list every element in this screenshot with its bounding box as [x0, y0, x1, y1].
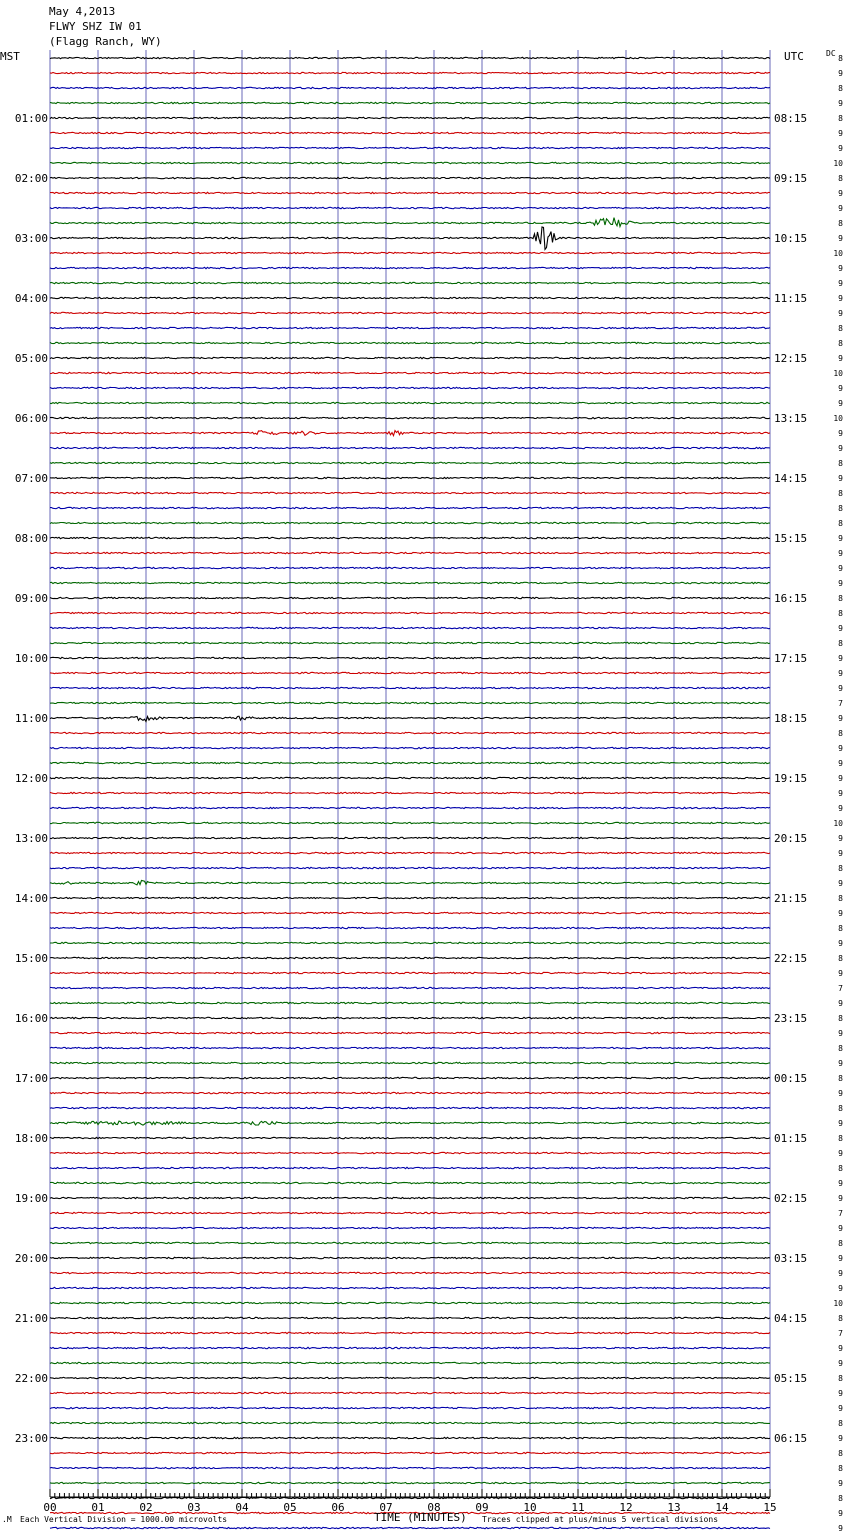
dc-offset-label: 9	[838, 474, 843, 483]
dc-offset-label: 8	[838, 609, 843, 618]
utc-hour-label: 05:15	[774, 1372, 808, 1385]
dc-offset-label: 9	[838, 1344, 843, 1353]
seismic-trace	[50, 1302, 770, 1303]
dc-offset-label: 9	[838, 1269, 843, 1278]
dc-offset-label: 9	[838, 384, 843, 393]
dc-offset-label: 9	[838, 294, 843, 303]
seismic-trace	[50, 627, 770, 628]
dc-offset-label: 7	[838, 1329, 843, 1338]
dc-offset-label: 8	[838, 894, 843, 903]
utc-hour-label: 21:15	[774, 892, 808, 905]
mst-hour-label: 11:00	[14, 712, 48, 725]
seismic-trace	[50, 327, 770, 328]
utc-hour-label: 16:15	[774, 592, 808, 605]
mst-hour-label: 13:00	[14, 832, 48, 845]
x-tick-label: 06	[331, 1501, 345, 1514]
dc-offset-label: 8	[838, 54, 843, 63]
dc-offset-label: 9	[838, 234, 843, 243]
dc-offset-label: 8	[838, 954, 843, 963]
seismic-trace	[50, 672, 770, 673]
dc-offset-label: 9	[838, 834, 843, 843]
dc-offset-label: 9	[838, 849, 843, 858]
seismic-trace	[50, 747, 770, 748]
dc-offset-label: 9	[838, 129, 843, 138]
seismic-trace	[50, 807, 770, 808]
seismic-trace	[50, 1317, 770, 1318]
seismic-trace	[50, 912, 770, 913]
seismic-trace	[50, 1272, 770, 1273]
seismic-trace	[50, 402, 770, 403]
utc-hour-label: 19:15	[774, 772, 808, 785]
seismic-trace	[50, 612, 770, 613]
dc-label: DC	[826, 49, 836, 58]
mst-hour-label: 17:00	[14, 1072, 48, 1085]
utc-hour-label: 06:15	[774, 1432, 808, 1445]
utc-hour-label: 20:15	[774, 832, 808, 845]
seismic-trace	[50, 1167, 770, 1168]
dc-offset-label: 9	[838, 999, 843, 1008]
seismic-trace	[50, 1032, 770, 1033]
mst-hour-label: 15:00	[14, 952, 48, 965]
utc-hour-label: 23:15	[774, 1012, 808, 1025]
utc-hour-label: 15:15	[774, 532, 808, 545]
utc-hour-label: 01:15	[774, 1132, 808, 1145]
seismic-trace	[50, 1452, 770, 1453]
x-tick-label: 14	[715, 1501, 729, 1514]
seismic-trace	[50, 1092, 770, 1093]
seismic-trace	[50, 102, 770, 103]
mst-hour-label: 20:00	[14, 1252, 48, 1265]
mst-hour-label: 01:00	[14, 112, 48, 125]
footer-scale-note: Each Vertical Division = 1000.00 microvolts	[20, 1515, 228, 1524]
seismic-trace	[50, 867, 770, 868]
x-tick-label: 15	[763, 1501, 777, 1514]
dc-offset-label: 8	[838, 459, 843, 468]
seismic-trace	[50, 1107, 770, 1108]
footer-corner-mark: .M	[2, 1515, 12, 1524]
utc-hour-label: 04:15	[774, 1312, 808, 1325]
dc-offset-label: 9	[838, 444, 843, 453]
seismic-trace	[50, 162, 770, 163]
seismic-trace	[50, 1422, 770, 1423]
dc-offset-label: 9	[838, 939, 843, 948]
dc-offset-label: 9	[838, 399, 843, 408]
dc-offset-label: 9	[838, 804, 843, 813]
dc-offset-label: 8	[838, 489, 843, 498]
utc-hour-label: 12:15	[774, 352, 808, 365]
mst-hour-label: 12:00	[14, 772, 48, 785]
seismic-trace	[50, 207, 770, 208]
dc-offset-label: 9	[838, 279, 843, 288]
seismic-trace	[50, 1121, 770, 1125]
header-date: May 4,2013	[49, 5, 116, 18]
seismic-trace	[50, 822, 770, 823]
dc-offset-label: 9	[838, 1404, 843, 1413]
x-tick-label: 10	[523, 1501, 537, 1514]
dc-offset-label: 9	[838, 1389, 843, 1398]
dc-offset-label: 9	[838, 1509, 843, 1518]
dc-offset-label: 9	[838, 264, 843, 273]
dc-offset-label: 8	[838, 519, 843, 528]
x-tick-label: 09	[475, 1501, 489, 1514]
seismic-trace	[50, 942, 770, 943]
mst-hour-label: 08:00	[14, 532, 48, 545]
x-tick-label: 08	[427, 1501, 441, 1514]
dc-offset-label: 8	[838, 594, 843, 603]
seismic-trace	[50, 1482, 770, 1483]
dc-offset-label: 9	[838, 624, 843, 633]
dc-offset-label: 9	[838, 564, 843, 573]
seismic-trace	[50, 507, 770, 508]
seismic-trace	[50, 72, 770, 73]
dc-offset-label: 8	[838, 1104, 843, 1113]
dc-offset-label: 8	[838, 1044, 843, 1053]
seismic-trace	[50, 687, 770, 688]
seismic-trace	[50, 282, 770, 283]
dc-offset-label: 8	[838, 1014, 843, 1023]
seismic-trace	[50, 1242, 770, 1243]
seismic-trace	[50, 597, 770, 598]
seismic-trace	[50, 552, 770, 553]
seismic-trace	[50, 1077, 770, 1078]
seismic-trace	[50, 732, 770, 733]
dc-offset-label: 9	[838, 774, 843, 783]
x-tick-label: 01	[91, 1501, 105, 1514]
seismic-trace	[50, 1227, 770, 1228]
seismic-trace	[50, 716, 770, 721]
seismic-trace	[50, 1197, 770, 1198]
dc-offset-label: 8	[838, 1374, 843, 1383]
mst-hour-label: 22:00	[14, 1372, 48, 1385]
x-axis-label: TIME (MINUTES)	[374, 1511, 467, 1524]
mst-hour-label: 06:00	[14, 412, 48, 425]
seismic-trace	[50, 1377, 770, 1378]
dc-offset-label: 9	[838, 354, 843, 363]
seismic-trace	[50, 1287, 770, 1288]
utc-hour-label: 08:15	[774, 112, 808, 125]
x-tick-label: 00	[43, 1501, 57, 1514]
x-tick-label: 13	[667, 1501, 681, 1514]
dc-offset-label: 8	[838, 1494, 843, 1503]
mst-hour-label: 16:00	[14, 1012, 48, 1025]
seismic-trace	[50, 1407, 770, 1408]
x-tick-label: 11	[571, 1501, 585, 1514]
x-tick-label: 05	[283, 1501, 297, 1514]
seismic-trace	[50, 777, 770, 778]
mst-hour-label: 14:00	[14, 892, 48, 905]
mst-hour-label: 18:00	[14, 1132, 48, 1145]
seismic-trace	[50, 642, 770, 643]
utc-hour-label: 18:15	[774, 712, 808, 725]
x-tick-label: 04	[235, 1501, 249, 1514]
dc-offset-label: 9	[838, 204, 843, 213]
dc-offset-label: 8	[838, 504, 843, 513]
seismic-trace	[50, 431, 770, 436]
seismic-trace	[50, 537, 770, 538]
dc-offset-label: 9	[838, 1359, 843, 1368]
utc-hour-label: 03:15	[774, 1252, 808, 1265]
x-tick-label: 07	[379, 1501, 393, 1514]
seismic-trace	[50, 852, 770, 853]
seismic-trace	[50, 117, 770, 118]
seismic-trace	[50, 880, 770, 885]
dc-offset-label: 8	[838, 1419, 843, 1428]
seismic-trace	[50, 582, 770, 583]
mst-hour-label: 07:00	[14, 472, 48, 485]
dc-offset-label: 8	[838, 1314, 843, 1323]
seismic-trace	[50, 1152, 770, 1153]
seismic-trace	[50, 387, 770, 388]
utc-hour-label: 10:15	[774, 232, 808, 245]
x-tick-label: 12	[619, 1501, 633, 1514]
utc-hour-label: 09:15	[774, 172, 808, 185]
header-station: FLWY SHZ IW 01	[49, 20, 142, 33]
dc-offset-label: 7	[838, 699, 843, 708]
seismic-trace	[50, 227, 770, 249]
dc-offset-label: 10	[833, 159, 843, 168]
seismic-trace	[50, 702, 770, 703]
dc-offset-label: 9	[838, 1524, 843, 1533]
dc-offset-label: 9	[838, 789, 843, 798]
dc-offset-label: 9	[838, 579, 843, 588]
mst-hour-label: 05:00	[14, 352, 48, 365]
dc-offset-label: 8	[838, 1464, 843, 1473]
dc-offset-label: 9	[838, 1284, 843, 1293]
dc-offset-label: 10	[833, 819, 843, 828]
seismic-trace	[50, 192, 770, 193]
seismic-trace	[50, 372, 770, 373]
dc-offset-label: 8	[838, 1134, 843, 1143]
dc-offset-label: 9	[838, 1089, 843, 1098]
dc-offset-label: 9	[838, 969, 843, 978]
utc-hour-label: 22:15	[774, 952, 808, 965]
dc-offset-label: 9	[838, 1479, 843, 1488]
dc-offset-label: 8	[838, 84, 843, 93]
dc-offset-label: 8	[838, 219, 843, 228]
seismic-trace	[50, 447, 770, 448]
dc-offset-label: 10	[833, 369, 843, 378]
seismic-trace	[50, 567, 770, 568]
dc-offset-label: 9	[838, 759, 843, 768]
mst-hour-label: 19:00	[14, 1192, 48, 1205]
mst-axis-title: MST	[0, 50, 20, 63]
utc-hour-label: 14:15	[774, 472, 808, 485]
seismic-trace	[50, 957, 770, 958]
dc-offset-label: 9	[838, 1194, 843, 1203]
seismic-trace	[50, 342, 770, 343]
seismic-trace	[50, 1017, 770, 1018]
seismic-trace	[50, 1212, 770, 1213]
dc-offset-label: 8	[838, 174, 843, 183]
seismic-trace	[50, 1332, 770, 1333]
seismic-trace	[50, 1137, 770, 1138]
seismic-trace	[50, 477, 770, 478]
utc-axis-title: UTC	[784, 50, 804, 63]
seismic-trace	[50, 1062, 770, 1063]
dc-offset-label: 7	[838, 984, 843, 993]
seismic-trace	[50, 972, 770, 973]
dc-offset-label: 8	[838, 114, 843, 123]
utc-hour-label: 02:15	[774, 1192, 808, 1205]
dc-offset-label: 7	[838, 1209, 843, 1218]
mst-hour-label: 02:00	[14, 172, 48, 185]
dc-offset-label: 9	[838, 1029, 843, 1038]
seismic-trace	[50, 897, 770, 898]
seismic-trace	[50, 297, 770, 298]
dc-offset-label: 8	[838, 339, 843, 348]
dc-offset-label: 8	[838, 864, 843, 873]
dc-offset-label: 8	[838, 729, 843, 738]
seismic-trace	[50, 1347, 770, 1348]
utc-hour-label: 00:15	[774, 1072, 808, 1085]
mst-hour-label: 23:00	[14, 1432, 48, 1445]
dc-offset-label: 9	[838, 714, 843, 723]
dc-offset-label: 8	[838, 924, 843, 933]
seismic-trace	[50, 57, 770, 58]
seismic-trace	[50, 147, 770, 148]
dc-offset-label: 8	[838, 1074, 843, 1083]
dc-offset-label: 9	[838, 309, 843, 318]
footer-clip-note: Traces clipped at plus/minus 5 vertical divisions	[482, 1515, 719, 1524]
dc-offset-label: 8	[838, 1449, 843, 1458]
dc-offset-label: 9	[838, 69, 843, 78]
seismic-trace	[50, 762, 770, 763]
dc-offset-label: 9	[838, 429, 843, 438]
dc-offset-label: 8	[838, 324, 843, 333]
seismic-trace	[50, 252, 770, 253]
seismic-trace	[50, 987, 770, 988]
dc-offset-label: 9	[838, 1059, 843, 1068]
seismic-trace	[50, 462, 770, 463]
seismic-trace	[50, 87, 770, 88]
mst-hour-label: 04:00	[14, 292, 48, 305]
seismic-trace	[50, 927, 770, 928]
seismic-trace	[50, 1437, 770, 1438]
seismic-trace	[50, 417, 770, 418]
mst-hour-label: 09:00	[14, 592, 48, 605]
dc-offset-label: 9	[838, 189, 843, 198]
seismic-trace	[50, 1467, 770, 1468]
mst-hour-label: 21:00	[14, 1312, 48, 1325]
dc-offset-label: 10	[833, 414, 843, 423]
dc-offset-label: 10	[833, 1299, 843, 1308]
dc-offset-label: 9	[838, 99, 843, 108]
seismic-trace	[50, 1182, 770, 1183]
dc-offset-label: 8	[838, 1164, 843, 1173]
mst-hour-label: 03:00	[14, 232, 48, 245]
dc-offset-label: 9	[838, 144, 843, 153]
seismic-trace	[50, 657, 770, 658]
seismic-trace	[50, 1497, 770, 1498]
dc-offset-label: 8	[838, 1239, 843, 1248]
seismic-trace	[50, 492, 770, 493]
utc-hour-label: 11:15	[774, 292, 808, 305]
seismic-trace	[50, 267, 770, 268]
header-location: (Flagg Ranch, WY)	[49, 35, 162, 48]
utc-hour-label: 17:15	[774, 652, 808, 665]
dc-offset-label: 9	[838, 534, 843, 543]
seismic-trace	[50, 132, 770, 133]
x-tick-label: 03	[187, 1501, 201, 1514]
seismic-trace	[50, 1047, 770, 1048]
dc-offset-label: 9	[838, 549, 843, 558]
seismic-trace	[50, 1002, 770, 1003]
dc-offset-label: 9	[838, 1149, 843, 1158]
utc-hour-label: 13:15	[774, 412, 808, 425]
dc-offset-label: 9	[838, 669, 843, 678]
dc-offset-label: 9	[838, 684, 843, 693]
seismic-trace	[50, 312, 770, 313]
dc-offset-label: 9	[838, 744, 843, 753]
dc-offset-label: 9	[838, 1434, 843, 1443]
seismic-trace	[50, 1257, 770, 1258]
dc-offset-label: 9	[838, 1119, 843, 1128]
seismic-trace	[50, 522, 770, 523]
seismic-trace	[50, 837, 770, 838]
x-tick-label: 02	[139, 1501, 153, 1514]
seismic-trace	[50, 218, 770, 227]
seismic-trace	[50, 1527, 770, 1528]
dc-offset-label: 9	[838, 1224, 843, 1233]
seismic-trace	[50, 177, 770, 178]
seismic-trace	[50, 792, 770, 793]
dc-offset-label: 9	[838, 1179, 843, 1188]
dc-offset-label: 8	[838, 639, 843, 648]
seismic-trace	[50, 1362, 770, 1363]
seismic-trace	[50, 357, 770, 358]
dc-offset-label: 10	[833, 249, 843, 258]
dc-offset-label: 9	[838, 909, 843, 918]
mst-hour-label: 10:00	[14, 652, 48, 665]
dc-offset-label: 9	[838, 879, 843, 888]
dc-offset-label: 9	[838, 1254, 843, 1263]
dc-offset-label: 9	[838, 654, 843, 663]
seismic-trace	[50, 1392, 770, 1393]
